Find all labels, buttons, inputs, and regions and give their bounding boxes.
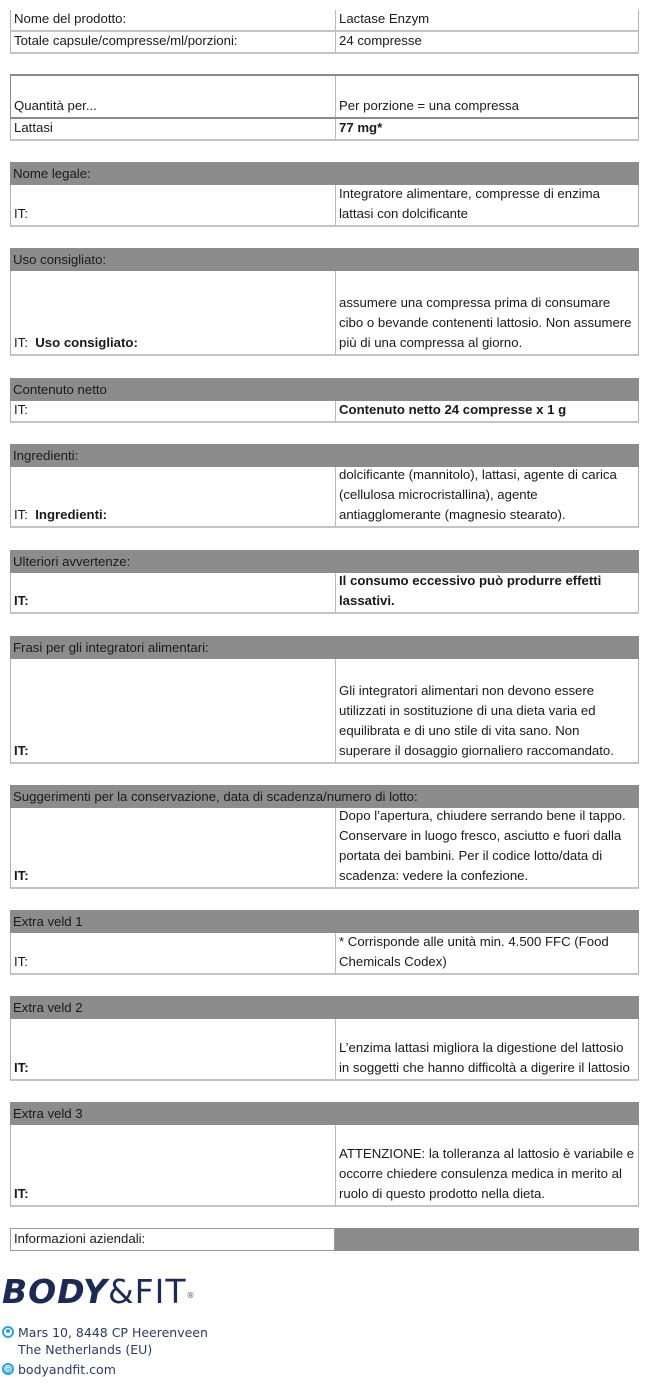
- table-row: [10, 467, 639, 528]
- section-supplement-phrases: [10, 636, 639, 764]
- section-header: Nome legale:: [10, 162, 639, 185]
- section-header: Contenuto netto: [10, 378, 639, 401]
- section-header: Ingredienti:: [10, 444, 639, 467]
- section-value: assumere una compressa prima di consumare cibo o bevande contenenti lattosio. Non assumere più di una compressa al giorno.: [339, 295, 632, 350]
- section-header: Extra veld 3: [10, 1102, 639, 1125]
- section-extra-1: [10, 910, 639, 975]
- language-label: IT:: [11, 185, 336, 225]
- language-label: IT:: [11, 659, 336, 762]
- section-extra-2: [10, 996, 639, 1081]
- section-value: * Corrisponde alle unità min. 4.500 FFC (Food Chemicals Codex): [339, 934, 609, 969]
- section-warnings: [10, 550, 639, 614]
- section-ingredients: [10, 444, 639, 528]
- language-label: IT: Uso consigliato:: [11, 271, 336, 354]
- language-label: IT:: [11, 1125, 336, 1205]
- table-row: [10, 573, 639, 614]
- company-info-row: [10, 1228, 639, 1251]
- address-line-1: Mars 10, 8448 CP Heerenveen: [18, 1325, 208, 1340]
- section-extra-3: [10, 1102, 639, 1207]
- table-row: [10, 808, 639, 889]
- language-label: IT:: [11, 1019, 336, 1079]
- section-header: Frasi per gli integratori alimentari:: [10, 636, 639, 659]
- section-storage: [10, 785, 639, 889]
- quantity-table: [10, 74, 639, 141]
- company-website: [2, 1361, 116, 1378]
- quantity-per-label: Quantità per...: [11, 76, 336, 117]
- nutrient-amount: 77 mg*: [339, 120, 383, 135]
- body-and-fit-logo: BODY&FIT®: [2, 1272, 196, 1311]
- company-address: [2, 1324, 208, 1358]
- website-link[interactable]: bodyandfit.com: [18, 1362, 116, 1377]
- per-serving-label: Per porzione = una compressa: [339, 98, 519, 113]
- section-legal-name: [10, 162, 639, 227]
- at-sign-icon: [2, 1363, 14, 1375]
- section-value: Contenuto netto 24 compresse x 1 g: [339, 402, 567, 417]
- table-row: [10, 10, 639, 32]
- product-name-label: Nome del prodotto:: [11, 10, 336, 30]
- product-name-value: Lactase Enzym: [339, 11, 430, 26]
- section-header: Ulteriori avvertenze:: [10, 550, 639, 573]
- section-header: Uso consigliato:: [10, 248, 639, 271]
- section-header: Extra veld 1: [10, 910, 639, 933]
- language-label: IT:: [11, 933, 336, 973]
- table-row: [10, 271, 639, 356]
- language-label: IT:: [11, 401, 336, 421]
- section-net-content: [10, 378, 639, 423]
- section-value: L’enzima lattasi migliora la digestione del lattosio in soggetti che hanno difficoltà a digerire il lattosio: [339, 1040, 630, 1075]
- section-value: Dopo l’apertura, chiudere serrando bene il tappo. Conservare in luogo fresco, asciutto e fuori dalla portata dei bambini. Per il codice lotto/data di scadenza: vedere la confezione.: [339, 808, 626, 883]
- location-pin-icon: [2, 1326, 14, 1338]
- total-count-label: Totale capsule/compresse/ml/porzioni:: [11, 32, 336, 52]
- company-info-label: Informazioni aziendali:: [10, 1228, 335, 1251]
- nutrient-name: Lattasi: [11, 119, 336, 139]
- table-row: [10, 1019, 639, 1081]
- table-row: [10, 401, 639, 423]
- table-row: [10, 659, 639, 764]
- section-header: Extra veld 2: [10, 996, 639, 1019]
- section-value: Integratore alimentare, compresse di enzima lattasi con dolcificante: [339, 186, 600, 221]
- table-row: [10, 32, 639, 54]
- section-header: Suggerimenti per la conservazione, data di scadenza/numero di lotto:: [10, 785, 639, 808]
- product-table: [10, 10, 639, 54]
- address-line-2: The Netherlands (EU): [18, 1342, 153, 1357]
- table-row: [10, 119, 639, 141]
- language-label: IT:: [11, 808, 336, 887]
- section-value: Il consumo eccessivo può produrre effetti lassativi.: [339, 573, 602, 608]
- section-value: Gli integratori alimentari non devono essere utilizzati in sostituzione di una dieta varia ed equilibrata e di uno stile di vita sano. Non superare il dosaggio giornaliero raccomandato.: [339, 683, 614, 758]
- section-value: ATTENZIONE: la tolleranza al lattosio è variabile e occorre chiedere consulenza medica in merito al ruolo di questo prodotto nella dieta.: [339, 1146, 635, 1201]
- section-value: dolcificante (mannitolo), lattasi, agente di carica (cellulosa microcristallina), agente antiagglomerante (magnesio stearato).: [339, 467, 617, 522]
- table-row: [10, 185, 639, 227]
- table-header-row: [10, 74, 639, 119]
- language-label: IT: Ingredienti:: [11, 467, 336, 526]
- table-row: [10, 1125, 639, 1207]
- section-recommended-use: [10, 248, 639, 356]
- language-label: IT:: [11, 573, 336, 612]
- table-row: [10, 933, 639, 975]
- total-count-value: 24 compresse: [339, 33, 422, 48]
